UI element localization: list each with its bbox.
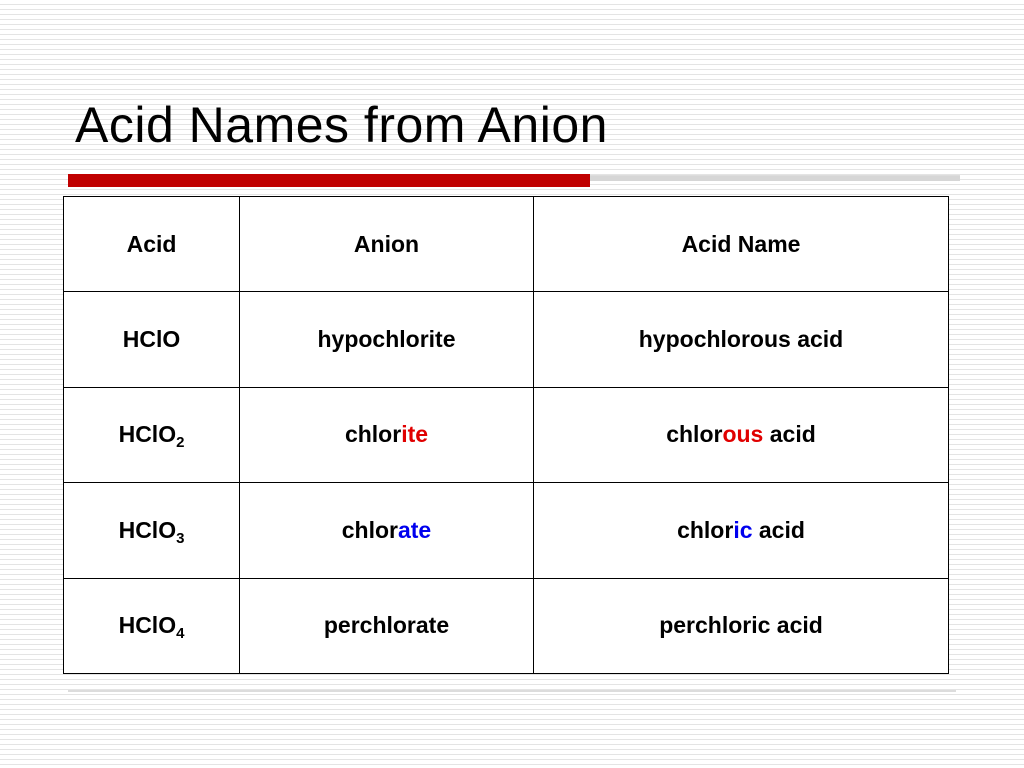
anion-name: perchlorate [240,578,534,673]
anion-name: hypochlorite [240,292,534,387]
anion-name: chlorite [240,387,534,482]
acid-formula: HClO [64,292,240,387]
acid-name: perchloric acid [534,578,949,673]
anion-name: chlorate [240,483,534,578]
acid-formula: HClO$_2$ [64,387,240,482]
formula-subscript: 2 [176,434,185,452]
title-rule-gray [590,176,960,181]
header-anion: Anion [240,197,534,292]
acid-name: hypochlorous acid [534,292,949,387]
acid-name-table [63,196,949,674]
table-row [64,292,949,387]
suffix-ite: ite [401,421,429,448]
suffix-ic: ic [733,516,753,543]
acid-name: chlorous acid [534,387,949,482]
acid-name: chloric acid [534,483,949,578]
table-header-row [64,197,949,292]
formula-subscript: 4 [176,625,185,643]
bottom-rule [68,690,956,692]
table-row [64,387,949,482]
suffix-ate: ate [397,516,432,543]
title-rule-red [68,174,590,187]
slide-title: Acid Names from Anion [75,97,608,153]
table-row [64,578,949,673]
header-acid: Acid [64,197,240,292]
acid-formula: HClO$_3$ [64,483,240,578]
table-row [64,483,949,578]
header-acid-name: Acid Name [534,197,949,292]
acid-formula: HClO$_4$ [64,578,240,673]
formula-subscript: 3 [176,529,185,547]
suffix-ous: ous [722,421,764,448]
